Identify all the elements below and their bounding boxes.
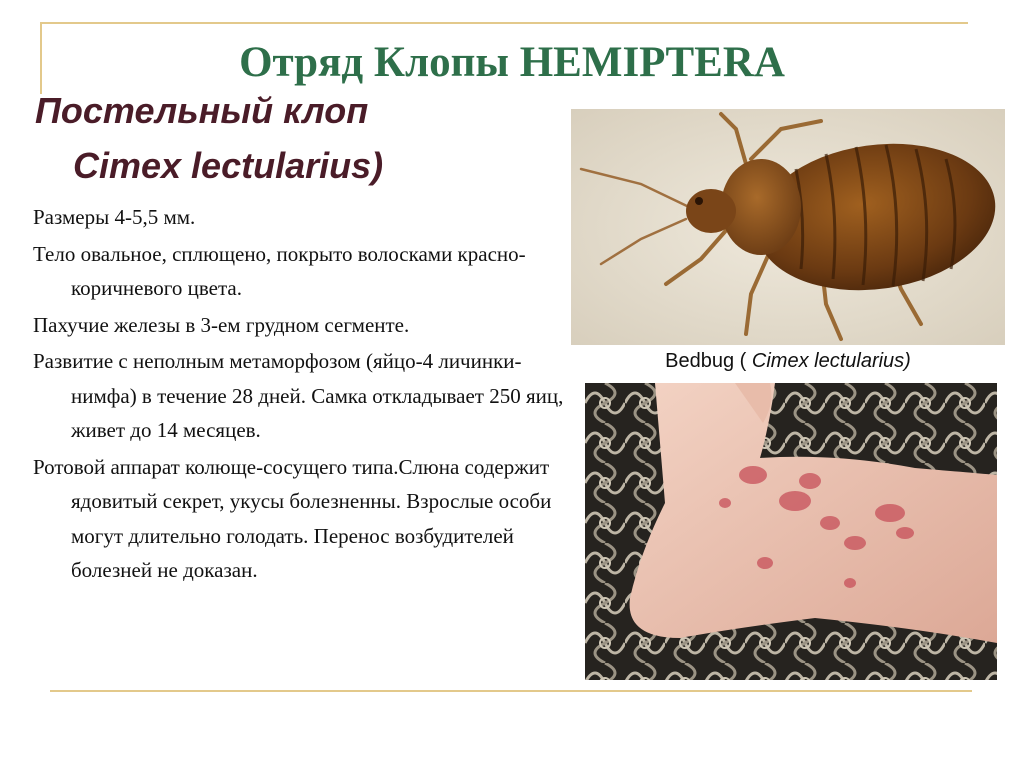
paragraph-body: Тело овальное, сплющено, покрыто волосками красно-коричневого цвета.: [33, 241, 526, 300]
bedbug-photo: [571, 109, 1005, 345]
bedbug-illustration: [571, 109, 1005, 345]
subtitle-common-name: Постельный клоп: [35, 90, 369, 131]
frame-top-line: [40, 22, 968, 24]
paragraph-glands: Пахучие железы в 3-ем грудном сегменте.: [33, 312, 410, 337]
description-text: [33, 200, 578, 590]
frame-bottom-line: [50, 690, 972, 692]
paragraph-development: Развитие с неполным метаморфозом (яйцо-4 личинки-нимфа) в течение 28 дней. Самка откладывает 250 яиц, живет до 14 месяцев.: [33, 349, 564, 442]
subtitle-latin-name: Cimex lectularius): [73, 145, 384, 186]
bites-illustration: [585, 383, 997, 680]
paragraph-size: Размеры 4-5,5 мм.: [33, 205, 196, 229]
caption-prefix: Bedbug (: [665, 350, 747, 372]
slide-title: Отряд Клопы HEMIPTERA: [239, 39, 785, 86]
bites-photo: [585, 383, 997, 680]
caption-species: Cimex lectularius): [746, 350, 911, 372]
paragraph-mouthparts: Ротовой аппарат колюще-сосущего типа.Слюна содержит ядовитый секрет, укусы болезненны. Взрослые особи могут длительно голодать. Перенос возбудителей болезней не доказан.: [33, 454, 552, 582]
photo-caption: [571, 350, 1005, 373]
